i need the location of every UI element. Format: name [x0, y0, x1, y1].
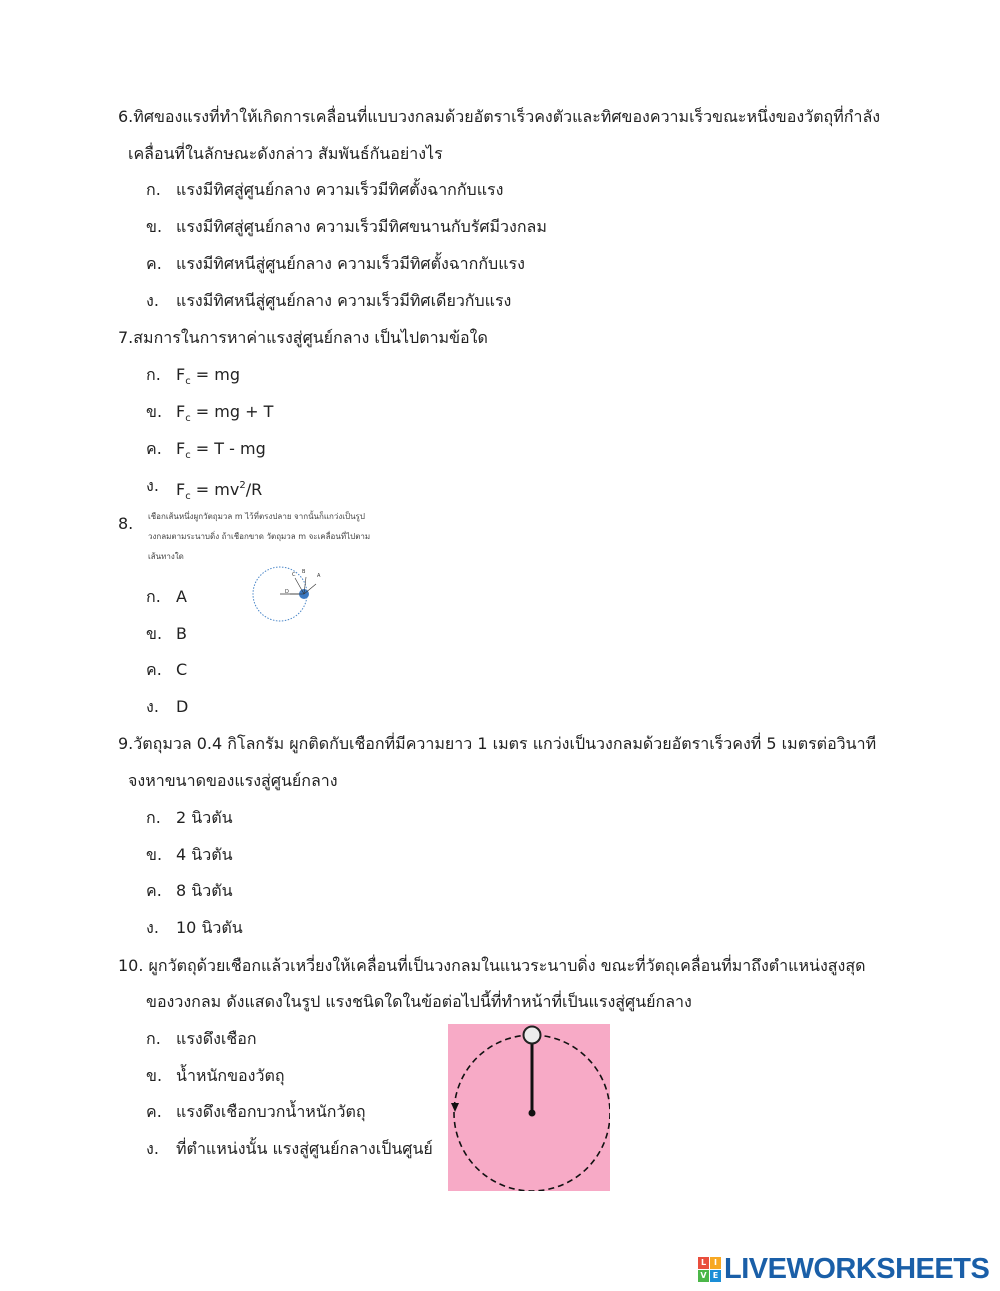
q8-option-a[interactable]: A	[176, 587, 187, 606]
q6-option-a[interactable]: แรงมีทิศสู่ศูนย์กลาง ความเร็วมีทิศตั้งฉากกับแรง	[176, 180, 504, 199]
q7-option-key: ข.	[146, 402, 163, 421]
q6-option-d[interactable]: แรงมีทิศหนีสู่ศูนย์กลาง ความเร็วมีทิศเดียวกับแรง	[176, 291, 512, 310]
q10-mass-ball	[524, 1027, 541, 1044]
q7-option-c[interactable]: $F_c = T$ - mg	[176, 439, 266, 461]
q9-option-d[interactable]: 10 นิวตัน	[176, 918, 243, 937]
logo-letter: L	[698, 1257, 709, 1269]
q10-option-a[interactable]: แรงดึงเชือก	[176, 1029, 257, 1048]
q9-option-a[interactable]: 2 นิวตัน	[176, 808, 233, 827]
q7-option-key: ค.	[146, 439, 162, 458]
q10-option-key: ข.	[146, 1066, 163, 1085]
q6-option-b[interactable]: แรงมีทิศสู่ศูนย์กลาง ความเร็วมีทิศขนานกับรัศมีวงกลม	[176, 217, 547, 236]
q6-option-key: ข.	[146, 217, 163, 236]
q9-option-key: ข.	[146, 845, 163, 864]
q7-option-b[interactable]: $F_c$ = mg + T	[176, 402, 274, 424]
q8-option-key: ข.	[146, 624, 163, 643]
q7-option-key: ง.	[146, 476, 159, 495]
q10-option-key: ก.	[146, 1029, 161, 1048]
q6-option-key: ก.	[146, 180, 161, 199]
q8-stem-line1: เชือกเส้นหนึ่งผูกวัตถุมวล m ไว้ที่ตรงปลาย จากนั้นก็แกว่งเป็นรูป	[148, 512, 365, 521]
q7-option-key: ก.	[146, 365, 161, 384]
q10-option-key: ง.	[146, 1139, 159, 1158]
logo-mark-icon	[698, 1257, 721, 1282]
q10-center-point	[529, 1110, 536, 1117]
q9-option-key: ค.	[146, 881, 162, 900]
q8-option-key: ค.	[146, 660, 162, 679]
q9-option-b[interactable]: 4 นิวตัน	[176, 845, 233, 864]
q8-stem-line2: วงกลมตามระนาบดิ่ง ถ้าเชือกขาด วัตถุมวล m จะเคลื่อนที่ไปตาม	[148, 532, 371, 541]
q6-option-c[interactable]: แรงมีทิศหนีสู่ศูนย์กลาง ความเร็วมีทิศตั้งฉากกับแรง	[176, 254, 525, 273]
q6-stem-line1: 6.ทิศของแรงที่ทำให้เกิดการเคลื่อนที่แบบวงกลมด้วยอัตราเร็วคงตัวและทิศของความเร็วขณะหนึ่งของวัตถุที่กำลัง	[118, 107, 881, 126]
q9-stem-line2: จงหาขนาดของแรงสู่ศูนย์กลาง	[128, 771, 338, 790]
q8-label-d: D	[285, 589, 289, 595]
q10-option-b[interactable]: น้ำหนักของวัตถุ	[176, 1066, 285, 1085]
q10-vertical-circle-figure	[448, 1024, 610, 1191]
q8-label-b: B	[302, 569, 306, 575]
q7-stem: 7.สมการในการหาค่าแรงสู่ศูนย์กลาง เป็นไปตามข้อใด	[118, 328, 488, 347]
q9-option-key: ง.	[146, 918, 159, 937]
q9-option-c[interactable]: 8 นิวตัน	[176, 881, 233, 900]
q10-option-c[interactable]: แรงดึงเชือกบวกน้ำหนักวัตถุ	[176, 1102, 366, 1121]
q9-option-key: ก.	[146, 808, 161, 827]
q8-option-key: ง.	[146, 697, 159, 716]
q8-option-c[interactable]: C	[176, 660, 188, 679]
q8-option-d[interactable]: D	[176, 697, 189, 716]
q10-stem-line1: 10. ผูกวัตถุด้วยเชือกแล้วเหวี่ยงให้เคลื่อนที่เป็นวงกลมในแนวระนาบดิ่ง ขณะที่วัตถุเคลื่อนที่มาถึงตำแหน่งสูงสุด	[118, 956, 866, 975]
q9-stem-line1: 9.วัตถุมวล 0.4 กิโลกรัม ผูกติดกับเชือกที่มีความยาว 1 เมตร แกว่งเป็นวงกลมด้วยอัตราเร็วคงที่ 5 เมตรต่อวินาที	[118, 734, 877, 753]
q8-label-c: C	[292, 572, 296, 578]
q10-stem-line2: ของวงกลม ดังแสดงในรูป แรงชนิดใดในข้อต่อไปนี้ที่ทำหน้าที่เป็นแรงสู่ศูนย์กลาง	[146, 992, 692, 1011]
logo-letter: I	[710, 1257, 721, 1269]
q6-stem-line2: เคลื่อนที่ในลักษณะดังกล่าว สัมพันธ์กันอย่างไร	[128, 144, 443, 163]
q8-stem-line3: เส้นทางใด	[148, 552, 184, 561]
q10-option-d[interactable]: ที่ตำแหน่งนั้น แรงสู่ศูนย์กลางเป็นศูนย์	[176, 1139, 433, 1158]
q10-figure-background	[448, 1024, 610, 1191]
q10-option-key: ค.	[146, 1102, 162, 1121]
logo-letter: V	[698, 1270, 709, 1282]
q8-label-a: A	[317, 573, 321, 579]
q7-option-a[interactable]: $F_c$ = mg	[176, 365, 241, 387]
logo-letter: E	[710, 1270, 721, 1282]
q6-option-key: ค.	[146, 254, 162, 273]
logo-wordmark: LIVEWORKSHEETS	[724, 1253, 990, 1285]
q8-path-c-arrow	[295, 578, 304, 594]
liveworksheets-logo	[698, 1254, 989, 1284]
q8-option-b[interactable]: B	[176, 624, 187, 643]
q8-number: 8.	[118, 514, 134, 533]
q8-option-key: ก.	[146, 587, 161, 606]
q6-option-key: ง.	[146, 291, 159, 310]
q7-option-d[interactable]: $F_c = mv^2/R$	[176, 480, 263, 502]
